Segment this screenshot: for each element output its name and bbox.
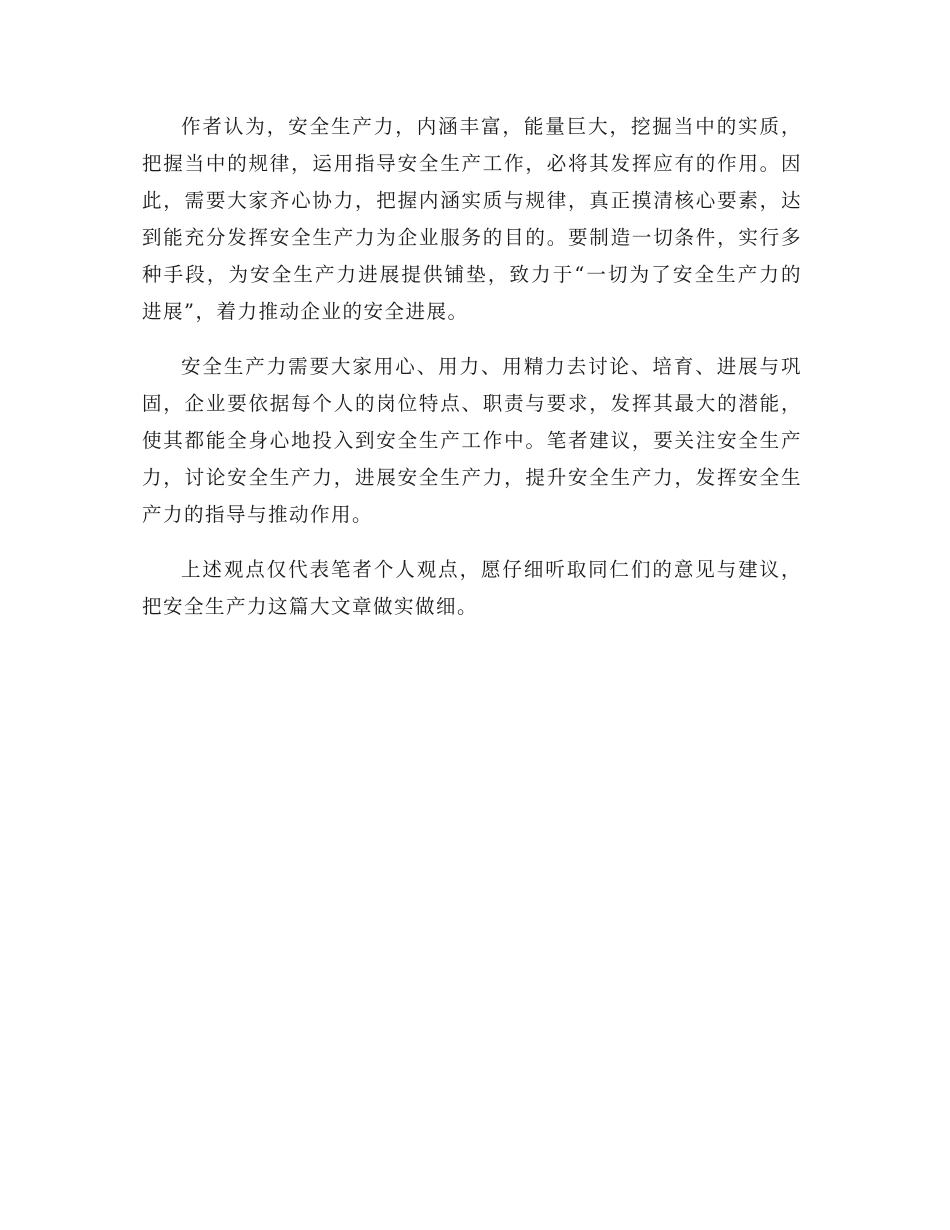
document-body bbox=[142, 108, 802, 643]
paragraph-2: 安全生产力需要大家用心、用力、用精力去讨论、培育、进展与巩固，企业要依据每个人的岗位特点、职责与要求，发挥其最大的潜能，使其都能全身心地投入到安全生产工作中。笔者建议，要关注安全生产力，讨论安全生产力，进展安全生产力，提升安全生产力，发挥安全生产力的指导与推动作用。 bbox=[142, 355, 802, 526]
paragraph-3: 上述观点仅代表笔者个人观点，愿仔细听取同仁们的意见与建议，把安全生产力这篇大文章做实做细。 bbox=[142, 558, 802, 618]
paragraph-1: 作者认为，安全生产力，内涵丰富，能量巨大，挖掘当中的实质，把握当中的规律，运用指导安全生产工作，必将其发挥应有的作用。因此，需要大家齐心协力，把握内涵实质与规律，真正摸清核心要素，达到能充分发挥安全生产力为企业服务的目的。要制造一切条件，实行多种手段，为安全生产力进展提供铺垫，致力于“一切为了安全生产力的进展”，着力推动企业的安全进展。 bbox=[142, 115, 802, 323]
